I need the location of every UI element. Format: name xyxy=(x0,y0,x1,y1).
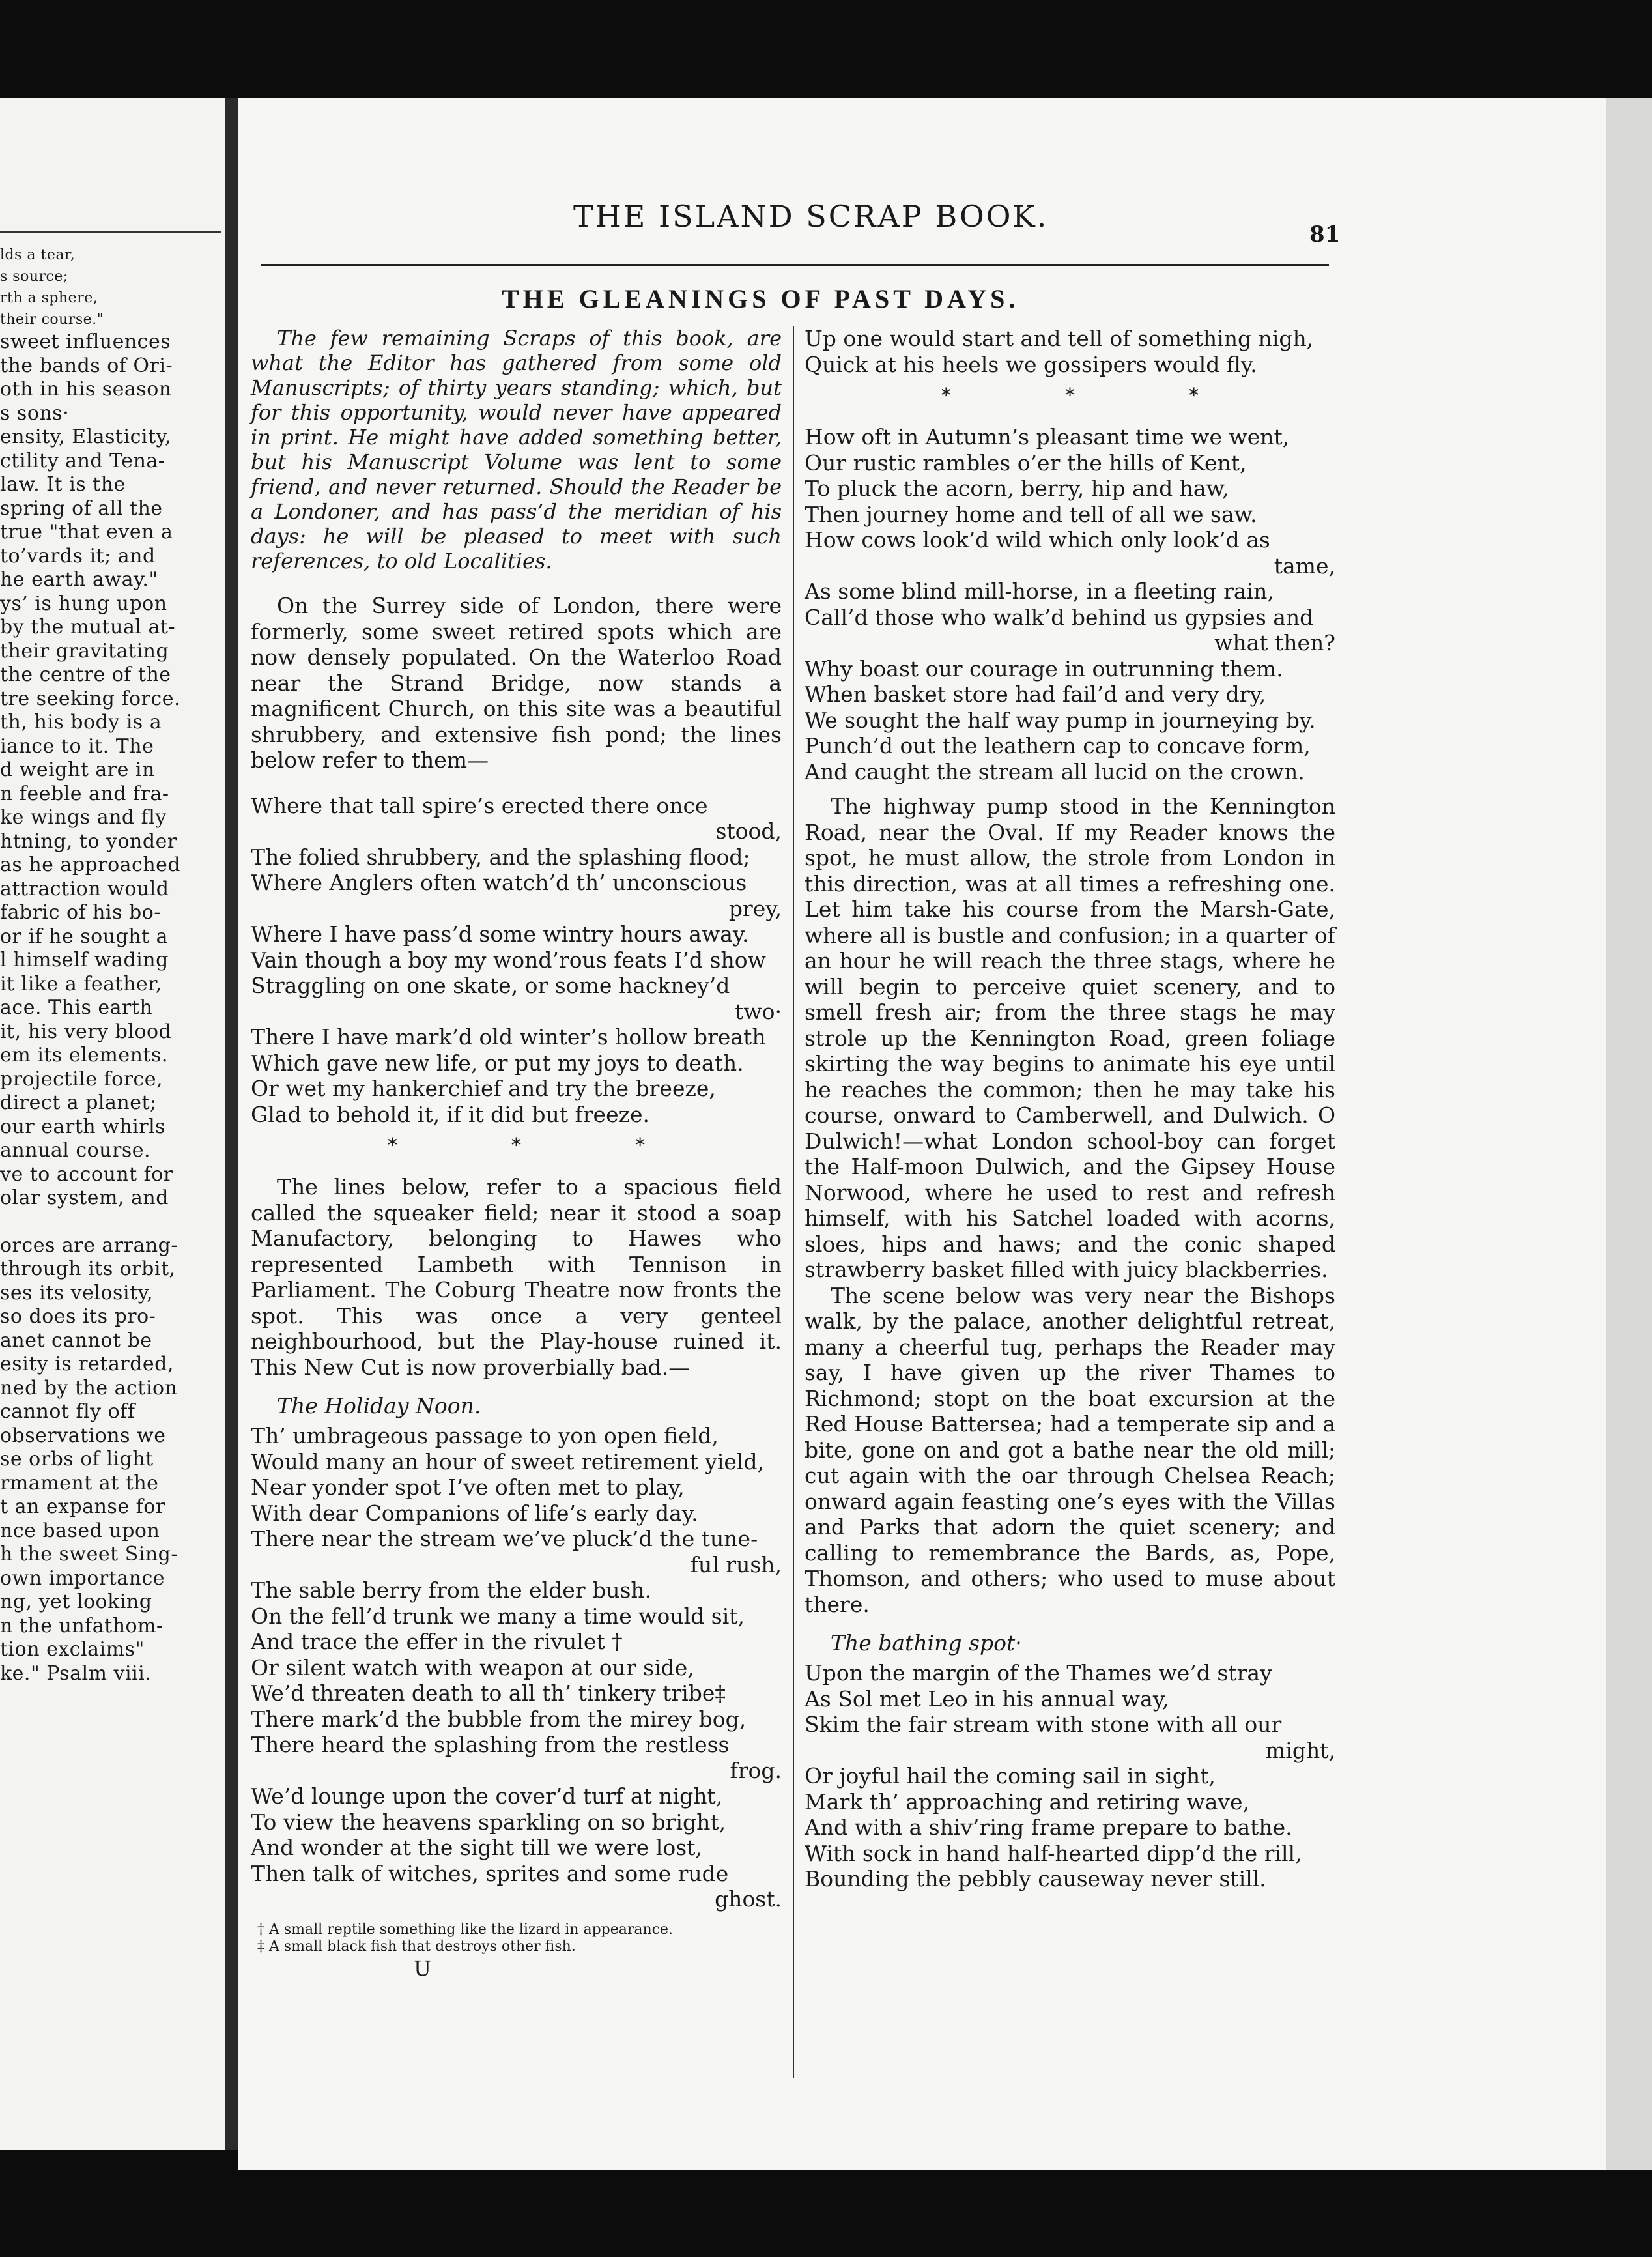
asterism-star: * xyxy=(387,1134,397,1157)
left-page-line: ve to account for xyxy=(0,1162,173,1186)
poem-line: Where Anglers often watch’d th’ unconscious xyxy=(251,870,747,895)
poem-line-turnover: tame, xyxy=(1274,553,1335,579)
left-page-line: it like a feather, xyxy=(0,972,162,996)
poem-line: The folied shrubbery, and the splashing flood; xyxy=(251,844,750,870)
header-rule xyxy=(261,264,1329,266)
poem-line: Glad to behold it, if it did but freeze. xyxy=(251,1101,649,1127)
left-page-line xyxy=(0,1211,225,1234)
left-page-line: cannot fly off xyxy=(0,1400,135,1423)
poem-line: And wonder at the sight till we were lost, xyxy=(251,1835,702,1860)
left-page-line: nce based upon xyxy=(0,1519,160,1542)
left-page-line: lds a tear, xyxy=(0,247,76,263)
left-page-line: annual course. xyxy=(0,1139,151,1162)
left-page-line: d weight are in xyxy=(0,758,155,781)
left-page-line: rth a sphere, xyxy=(0,290,98,306)
asterism-star: * xyxy=(941,384,951,407)
left-page-line: ensity, Elasticity, xyxy=(0,425,172,448)
poem-line: Mark th’ approaching and retiring wave, xyxy=(805,1789,1250,1815)
left-page-line: ace. This earth xyxy=(0,996,153,1019)
poem-line: We’d threaten death to all th’ tinkery tribe‡ xyxy=(251,1680,726,1706)
article-title: THE GLEANINGS OF PAST DAYS. xyxy=(502,284,1019,313)
poem-line: Our rustic rambles o’er the hills of Kent, xyxy=(805,450,1247,476)
left-page-line: spring of all the xyxy=(0,496,163,520)
left-page-line: so does its pro- xyxy=(0,1305,156,1328)
left-page-line: attraction would xyxy=(0,877,169,900)
left-page-line: the centre of the xyxy=(0,663,171,686)
poem-line: Which gave new life, or put my joys to death. xyxy=(251,1050,744,1076)
left-page-line: the bands of Ori- xyxy=(0,354,173,377)
left-page-line: ke wings and fly xyxy=(0,806,167,829)
poem-line: Or silent watch with weapon at our side, xyxy=(251,1654,694,1680)
column-divider xyxy=(793,326,794,2078)
previous-page-fragment xyxy=(0,98,225,2150)
left-page-line: n the unfathom- xyxy=(0,1614,164,1637)
page-number: 81 xyxy=(1309,222,1341,248)
left-page-line: projectile force, xyxy=(0,1067,164,1091)
left-page-line: their course." xyxy=(0,311,104,328)
asterism-star: * xyxy=(511,1134,521,1157)
poem-holiday-noon xyxy=(251,1423,782,1912)
asterism-star: * xyxy=(1064,384,1075,407)
paragraph-bishops-walk: The scene below was very near the Bishops walk, by the palace, another delightful retreat, many a cheerful tug, perhaps the Reader may say, I have given up the river Thames to Richmond; stopt on the boat excursion at the Red House Battersea; had a temperate sip and a bite, gone on and got a bathe near the old mill; cut again with the oar through Chelsea Reach; onward again feasting one’s eyes with the Villas and Parks that adorn the quiet scenery; and calling to remembrance the Bards, as, Pope, Thomson, and others; who used to muse about there. xyxy=(805,1282,1335,1617)
left-page-line: sweet influences xyxy=(0,330,171,353)
left-page-line: esity is retarded, xyxy=(0,1353,174,1375)
poem-line: As some blind mill-horse, in a fleeting rain, xyxy=(805,579,1274,604)
poem-line: How oft in Autumn’s pleasant time we went, xyxy=(805,424,1290,450)
poem-line-turnover: ghost. xyxy=(715,1886,782,1912)
paragraph-surrey: On the Surrey side of London, there were formerly, some sweet retired spots which are now densely populated. On the Waterloo Road near the Strand Bridge, now stands a magnificent Church, on this site was a beautiful shrubbery, and extensive fish pond; the lines below refer to them— xyxy=(251,593,782,773)
poem-line: Where I have pass’d some wintry hours away. xyxy=(251,921,749,947)
left-page-line: ned by the action xyxy=(0,1376,178,1400)
left-page-line: by the mutual at- xyxy=(0,616,176,639)
asterism-star: * xyxy=(635,1134,646,1157)
book-gutter xyxy=(225,98,238,2150)
poem-line: Or wet my hankerchief and try the breeze, xyxy=(251,1076,716,1101)
left-page-line: fabric of his bo- xyxy=(0,901,161,924)
poem-line: To view the heavens sparkling on so bright, xyxy=(251,1809,726,1835)
poem-line: Upon the margin of the Thames we’d stray xyxy=(805,1660,1272,1686)
poem-line: Punch’d out the leathern cap to concave form, xyxy=(805,733,1311,758)
poem-heading-bathing-spot: The bathing spot· xyxy=(831,1630,1022,1656)
left-page-line: he earth away." xyxy=(0,568,158,591)
left-page-line: l himself wading xyxy=(0,949,169,971)
poem-continuation xyxy=(805,326,1335,377)
poem-line: Then journey home and tell of all we saw. xyxy=(805,501,1257,527)
left-page-line: rmament at the xyxy=(0,1471,159,1495)
left-page-line: their gravitating xyxy=(0,639,169,663)
poem-line: Straggling on one skate, or some hackney’d xyxy=(251,973,730,998)
poem-line: On the fell’d trunk we many a time would sit, xyxy=(251,1603,745,1629)
paragraph-kennington: The highway pump stood in the Kennington Road, near the Oval. If my Reader knows the spot, he must allow, the strole from London in this direction, was at all times a refreshing one. Let him take his course from the Marsh-Gate, where all is bustle and confusion; in a quarter of an hour he will reach the three stags, where he will begin to perceive quiet scenery, and to smell fresh air; from the three stags he may strole up the Kennington Road, green foliage skirting the way begins to animate his eye until he reaches the common; then he may take his course, onward to Camberwell, and Dulwich. O Dulwich!—what London school-boy can forget the Half-moon Dulwich, and the Gipsey House Norwood, where he used to rest and refresh himself, with his Satchel loaded with acorns, sloes, hips and haws; and the conic shaped strawberry basket filled with juicy blackberries. xyxy=(805,794,1335,1282)
poem-line: Skim the fair stream with stone with all our xyxy=(805,1712,1282,1737)
footnotes xyxy=(251,1921,782,1955)
left-page-line: ke." Psalm viii. xyxy=(0,1661,152,1685)
poem-spire xyxy=(251,793,782,1128)
left-page-line: tre seeking force. xyxy=(0,687,181,710)
left-page-line: anet cannot be xyxy=(0,1329,152,1352)
left-page-line: em its elements. xyxy=(0,1044,168,1067)
left-page-line: as he approached xyxy=(0,854,181,876)
poem-line-turnover: stood, xyxy=(715,818,782,844)
poem-line-turnover: prey, xyxy=(728,895,782,921)
signature-mark: U xyxy=(414,1955,431,1981)
poem-line: As Sol met Leo in his annual way, xyxy=(805,1686,1169,1712)
left-page-line: n feeble and fra- xyxy=(0,782,169,805)
poem-line: There heard the splashing from the restless xyxy=(251,1732,730,1757)
poem-line: We sought the half way pump in journeying by. xyxy=(805,707,1316,733)
left-page-line: it, his very blood xyxy=(0,1020,172,1043)
left-page-line: true "that even a xyxy=(0,521,173,543)
poem-line: Up one would start and tell of something nigh, xyxy=(805,326,1314,351)
left-page-line: ses its velosity, xyxy=(0,1281,154,1304)
poem-line: Bounding the pebbly causeway never still. xyxy=(805,1866,1266,1891)
left-page-line: th, his body is a xyxy=(0,711,162,734)
poem-line-turnover: what then? xyxy=(1214,630,1335,655)
left-page-line: law. It is the xyxy=(0,473,126,496)
left-page-line: s sons· xyxy=(0,401,70,425)
poem-line: And with a shiv’ring frame prepare to bathe. xyxy=(805,1815,1292,1840)
poem-line: Or joyful hail the coming sail in sight, xyxy=(805,1763,1216,1789)
left-page-line: through its orbit, xyxy=(0,1258,176,1280)
left-column xyxy=(251,326,782,1981)
left-page-line: observations we xyxy=(0,1424,166,1447)
poem-line: Would many an hour of sweet retirement yield, xyxy=(251,1448,765,1474)
left-page-text xyxy=(0,244,225,1686)
left-page-line: direct a planet; xyxy=(0,1091,157,1114)
poem-line-turnover: might, xyxy=(1265,1737,1335,1763)
left-page-line: htning, to yonder xyxy=(0,829,177,853)
page-edge xyxy=(1606,98,1652,2170)
poem-line: There mark’d the bubble from the mirey bog, xyxy=(251,1706,747,1732)
header-rule xyxy=(0,231,221,233)
poem-line: There near the stream we’ve pluck’d the tune- xyxy=(251,1526,758,1551)
left-page-line: ctility and Tena- xyxy=(0,449,165,472)
left-page-line: s source; xyxy=(0,268,68,285)
poem-line: Near yonder spot I’ve often met to play, xyxy=(251,1474,685,1500)
poem-line: Where that tall spire’s erected there once xyxy=(251,792,708,818)
left-page-line: se orbs of light xyxy=(0,1448,154,1471)
left-page-line: ys’ is hung upon xyxy=(0,592,167,615)
running-title: THE ISLAND SCRAP BOOK. xyxy=(573,199,1049,234)
left-page-line: orces are arrang- xyxy=(0,1233,178,1257)
poem-line: The sable berry from the elder bush. xyxy=(251,1577,652,1603)
footnote-dagger: † A small reptile something like the lizard in appearance. xyxy=(257,1921,674,1938)
poem-heading-holiday-noon: The Holiday Noon. xyxy=(277,1393,481,1418)
poem-line: We’d lounge upon the cover’d turf at night, xyxy=(251,1783,723,1809)
right-column xyxy=(805,326,1335,1901)
poem-line: There I have mark’d old winter’s hollow breath xyxy=(251,1024,766,1050)
left-page-line: t an expanse for xyxy=(0,1495,165,1518)
poem-line: Th’ umbrageous passage to yon open field, xyxy=(251,1423,719,1448)
left-page-line: oth in his season xyxy=(0,378,172,401)
poem-line: Then talk of witches, sprites and some rude xyxy=(251,1860,729,1886)
poem-line: Vain though a boy my wond’rous feats I’d show xyxy=(251,947,766,973)
poem-bathing-spot xyxy=(805,1660,1335,1892)
poem-line: Quick at his heels we gossipers would fly. xyxy=(805,351,1257,377)
poem-line: Call’d those who walk’d behind us gypsies and xyxy=(805,604,1314,630)
poem-autumn xyxy=(805,424,1335,784)
poem-line-turnover: ful rush, xyxy=(690,1551,782,1577)
poem-line: And trace the effer in the rivulet † xyxy=(251,1629,623,1654)
left-page-line: to’vards it; and xyxy=(0,544,156,568)
poem-line-turnover: two· xyxy=(735,998,782,1024)
section-break xyxy=(884,386,1256,406)
left-page-line: h the sweet Sing- xyxy=(0,1543,178,1566)
poem-line: With dear Companions of life’s early day. xyxy=(251,1500,698,1526)
section-break xyxy=(330,1136,702,1156)
poem-line: To pluck the acorn, berry, hip and haw, xyxy=(805,476,1229,501)
left-page-line: ng, yet looking xyxy=(0,1590,152,1613)
poem-line: How cows look’d wild which only look’d as xyxy=(805,527,1270,553)
scan-page xyxy=(238,98,1652,2170)
footnote-double-dagger: ‡ A small black fish that destroys other fish. xyxy=(257,1938,576,1955)
poem-line: Why boast our courage in outrunning them. xyxy=(805,655,1283,682)
left-page-line: iance to it. The xyxy=(0,734,154,758)
paragraph-squeaker-field: The lines below, refer to a spacious field called the squeaker field; near it stood a soap Manufactory, belonging to Hawes who represented Lambeth with Tennison in Parliament. The Coburg Theatre now fronts the spot. This was once a very genteel neighbourhood, but the Play-house ruined it. This New Cut is now proverbially bad.— xyxy=(251,1174,782,1380)
poem-line: With sock in hand half-hearted dipp’d the rill, xyxy=(805,1840,1302,1866)
poem-line-turnover: frog. xyxy=(730,1757,782,1783)
left-page-line: or if he sought a xyxy=(0,925,169,948)
left-page-line: our earth whirls xyxy=(0,1115,166,1138)
left-page-line: own importance xyxy=(0,1566,165,1590)
left-page-line: tion exclaims" xyxy=(0,1638,145,1661)
poem-line: When basket store had fail’d and very dry, xyxy=(805,682,1266,707)
asterism-star: * xyxy=(1189,384,1199,407)
poem-line: And caught the stream all lucid on the crown. xyxy=(805,758,1305,784)
editor-intro: The few remaining Scraps of this book, are what the Editor has gathered from some old Manuscripts; of thirty years standing; which, but for this opportunity, would never have appeared in print. He might have added something better, but his Manuscript Volume was lent to some friend, and never returned. Should the Reader be a Londoner, and has pass’d the meridian of his days: he will be pleased to meet with such references, to old Localities. xyxy=(251,326,782,573)
left-page-line: olar system, and xyxy=(0,1186,169,1209)
